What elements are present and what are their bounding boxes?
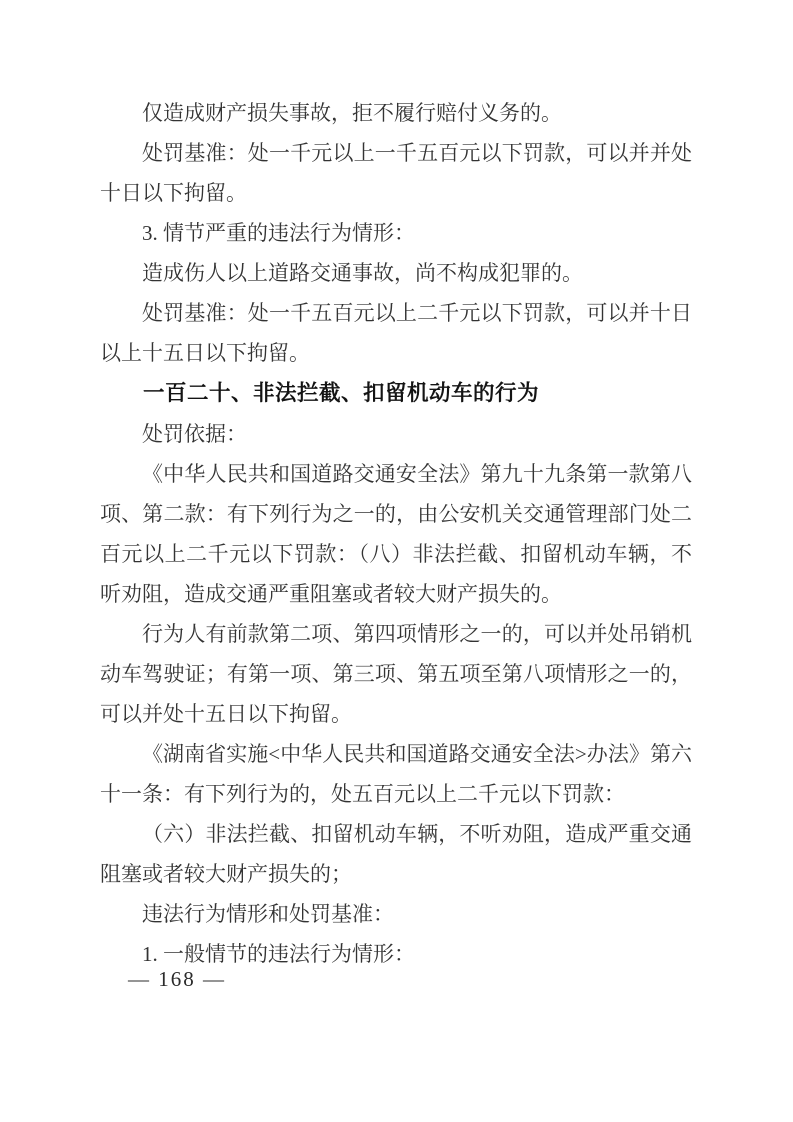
paragraph: 违法行为情形和处罚基准：: [142, 902, 394, 926]
section-heading: 一百二十、非法拦截、扣留机动车的行为: [143, 381, 540, 405]
paragraph: 3. 情节严重的违法行为情形：: [142, 221, 415, 245]
page-number: — 168 —: [128, 967, 226, 991]
paragraph: 《中华人民共和国道路交通安全法》第九十九条第一款第八项、第二款：有下列行为之一的，由公安机关交通管理部门处二百元以上二千元以下罚款：（八）非法拦截、扣留机动车辆，不听劝阻，造成交通严重阻塞或者较大财产损失的。: [100, 462, 692, 606]
paragraph: 仅造成财产损失事故，拒不履行赔付义务的。: [142, 101, 562, 125]
document-body: [100, 93, 692, 974]
paragraph: 处罚基准：处一千元以上一千五百元以下罚款，可以并并处十日以下拘留。: [100, 141, 692, 205]
paragraph: 《湖南省实施<中华人民共和国道路交通安全法>办法》第六十一条：有下列行为的，处五百元以上二千元以下罚款：: [100, 742, 692, 806]
paragraph: 处罚依据：: [142, 422, 247, 446]
paragraph: 行为人有前款第二项、第四项情形之一的，可以并处吊销机动车驾驶证；有第一项、第三项、第五项至第八项情形之一的，可以并处十五日以下拘留。: [100, 622, 692, 726]
paragraph: （六）非法拦截、扣留机动车辆，不听劝阻，造成严重交通阻塞或者较大财产损失的；: [100, 822, 692, 886]
paragraph: 造成伤人以上道路交通事故，尚不构成犯罪的。: [142, 261, 583, 285]
paragraph: 1. 一般情节的违法行为情形：: [142, 942, 415, 966]
paragraph: 处罚基准：处一千五百元以上二千元以下罚款，可以并十日以上十五日以下拘留。: [100, 301, 692, 365]
